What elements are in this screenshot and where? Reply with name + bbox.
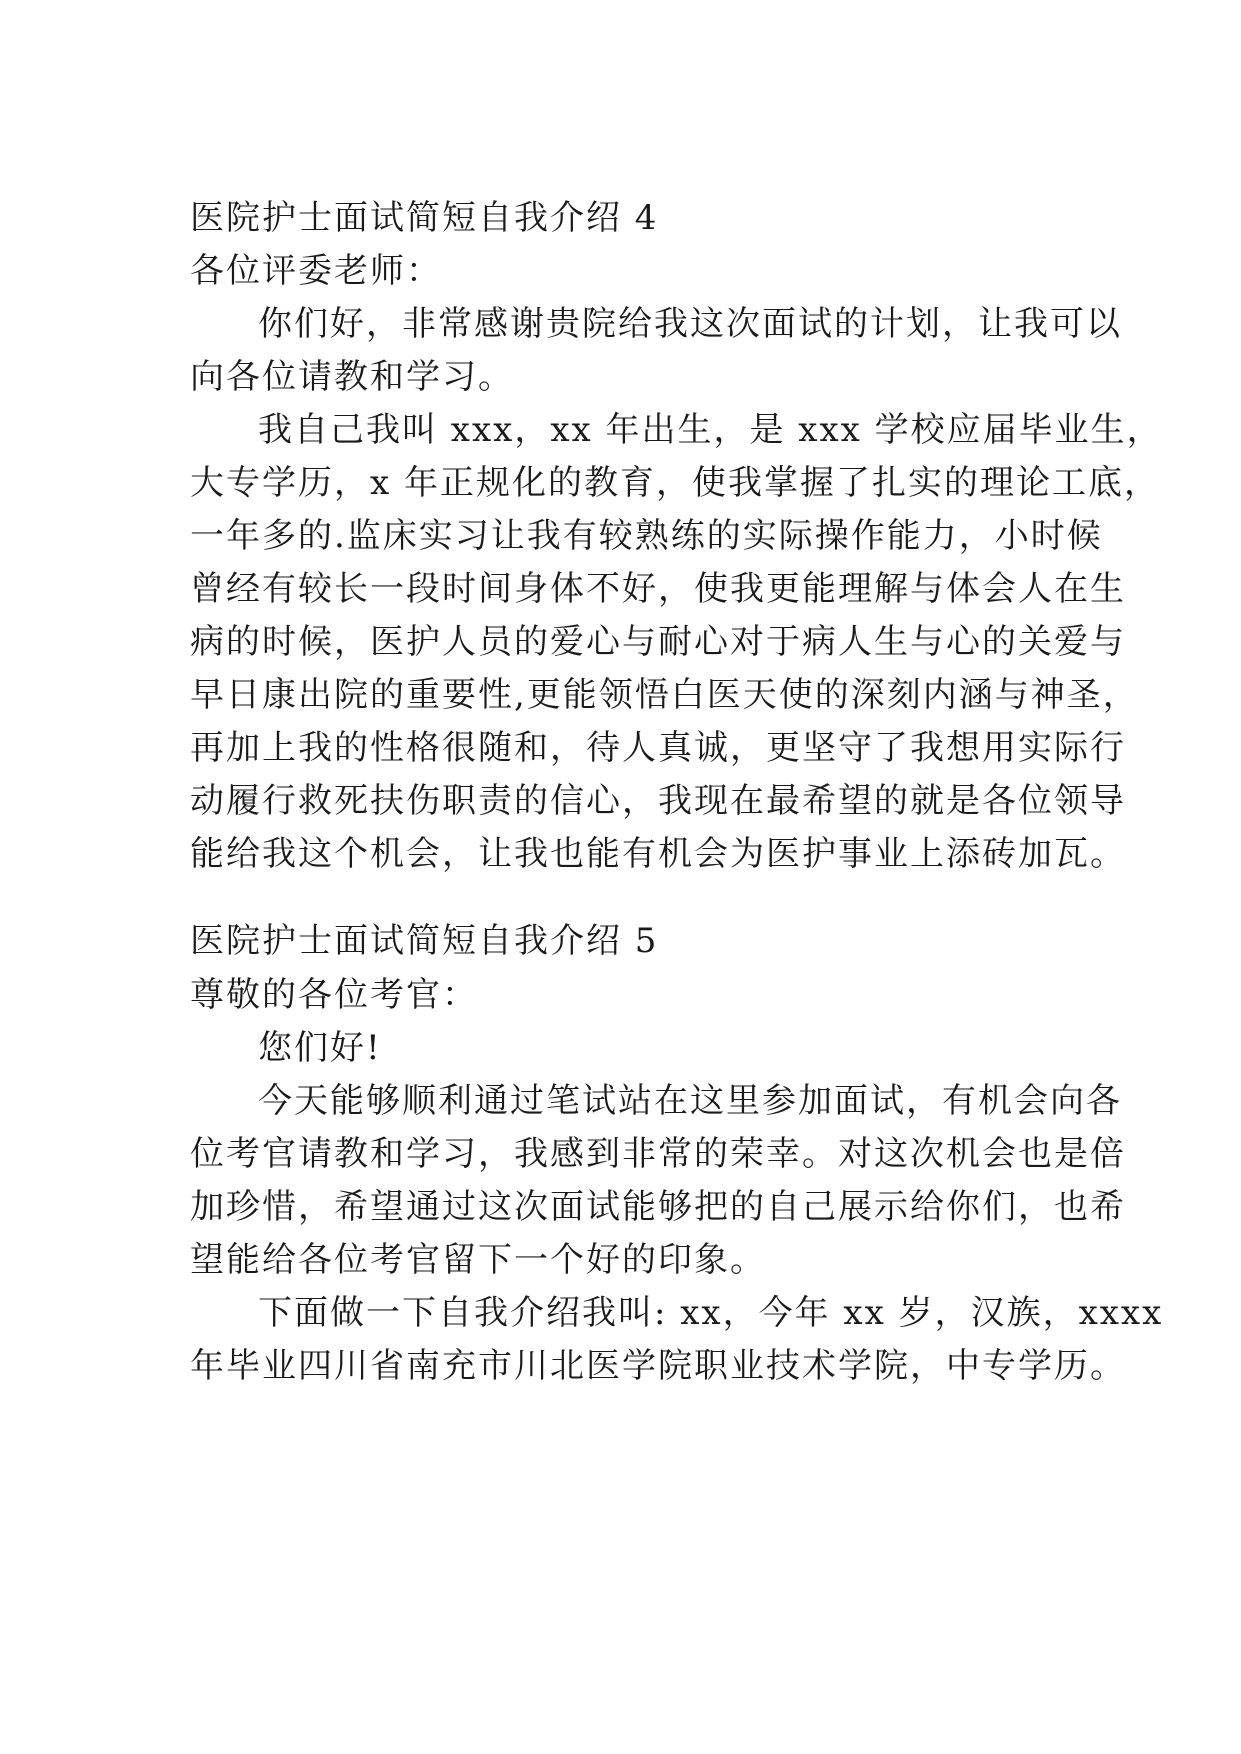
section-4-paragraph-2-line: 再加上我的性格很随和，待人真诚，更坚守了我想用实际行 <box>190 728 1126 768</box>
section-5-paragraph-1-line: 加珍惜，希望通过这次面试能够把的自己展示给你们，也希 <box>190 1187 1126 1227</box>
section-4-paragraph-2-line: 病的时候，医护人员的爱心与耐心对于病人生与心的关爱与 <box>190 622 1126 662</box>
section-4-paragraph-2-line: 早日康出院的重要性,更能领悟白医天使的深刻内涵与神圣， <box>190 675 1139 715</box>
section-5-salutation: 尊敬的各位考官： <box>190 975 478 1015</box>
section-4-title: 医院护士面试简短自我介绍 4 <box>190 198 659 238</box>
section-4-paragraph-1-line: 你们好，非常感谢贵院给我这次面试的计划，让我可以 <box>258 304 1122 344</box>
section-5-paragraph-1-line: 位考官请教和学习，我感到非常的荣幸。对这次机会也是倍 <box>190 1134 1126 1174</box>
section-5-title: 医院护士面试简短自我介绍 5 <box>190 921 659 961</box>
section-4-paragraph-2-line: 大专学历，x 年正规化的教育，使我掌握了扎实的理论工底， <box>190 463 1160 503</box>
section-4-paragraph-2-line: 曾经有较长一段时间身体不好，使我更能理解与体会人在生 <box>190 569 1126 609</box>
section-5-paragraph-1-line: 望能给各位考官留下一个好的印象。 <box>190 1240 766 1280</box>
section-4-paragraph-1-line: 向各位请教和学习。 <box>190 357 514 397</box>
section-5-paragraph-2-line: 下面做一下自我介绍我叫: xx，今年 xx 岁，汉族，xxxx <box>258 1293 1164 1333</box>
section-4-paragraph-2-line: 能给我这个机会，让我也能有机会为医护事业上添砖加瓦。 <box>190 834 1126 874</box>
section-4-paragraph-2-line: 动履行救死扶伤职责的信心，我现在最希望的就是各位领导 <box>190 781 1126 821</box>
section-5-paragraph-1-line: 今天能够顺利通过笔试站在这里参加面试，有机会向各 <box>258 1081 1122 1121</box>
section-5-paragraph-2-line: 年毕业四川省南充市川北医学院职业技术学院，中专学历。 <box>190 1346 1126 1386</box>
section-4-paragraph-2-line: 一年多的.监床实习让我有较熟练的实际操作能力，小时候 <box>190 516 1103 556</box>
section-4-salutation: 各位评委老师： <box>190 251 442 291</box>
section-4-paragraph-2-line: 我自己我叫 xxx，xx 年出生，是 xxx 学校应届毕业生， <box>258 410 1163 450</box>
section-5-greeting: 您们好! <box>258 1028 382 1068</box>
